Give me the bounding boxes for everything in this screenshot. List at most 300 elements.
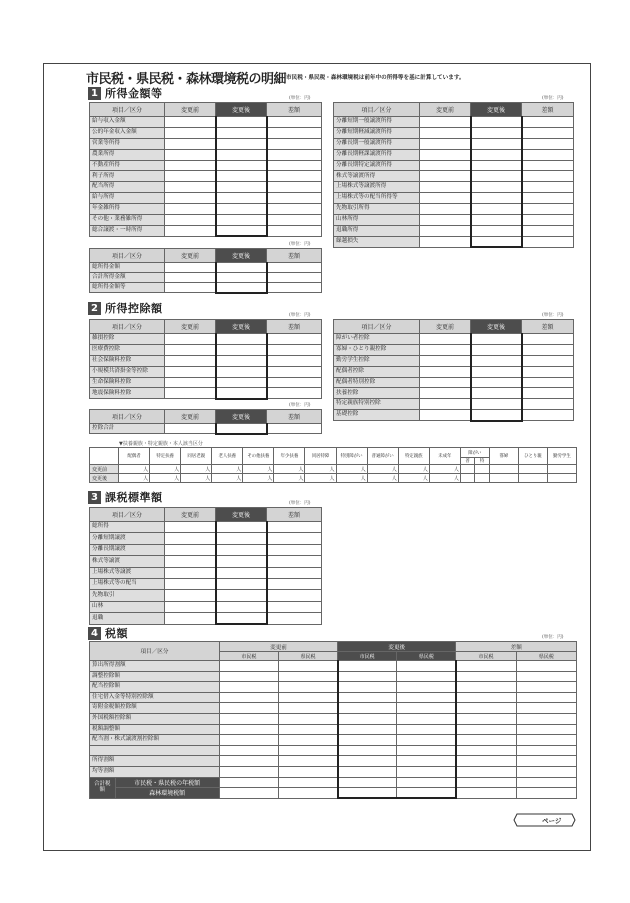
row-label: 配当割・株式譲渡割控除額 [90, 735, 220, 746]
cell-before [165, 193, 216, 204]
total-row [90, 788, 577, 799]
cell-after [471, 399, 522, 410]
cell-after [216, 160, 267, 171]
dependent-cell [475, 465, 490, 474]
dependent-count-cell: 人 [429, 465, 460, 474]
table-row [90, 344, 322, 355]
cell-after [216, 149, 267, 160]
table-row [334, 182, 574, 193]
col-diff: 差額 [267, 410, 322, 424]
cell-after [216, 533, 267, 544]
cell-diff [267, 160, 322, 171]
tax-cell [456, 713, 516, 724]
table-row [334, 334, 574, 345]
dependent-col-header: 年少扶養 [274, 448, 305, 465]
cell-after [216, 424, 267, 434]
row-label: 勤労学生控除 [334, 355, 420, 366]
cell-diff [522, 138, 574, 149]
cell-before [420, 182, 471, 193]
row-label: 退職 [90, 613, 165, 624]
cell-before [165, 567, 216, 578]
dependent-title: ▼扶養親族・特定親族・本人該当区分 [119, 441, 203, 447]
cell-diff [522, 344, 574, 355]
col-diff: 差額 [267, 320, 322, 334]
dependent-col-header: 特定親族 [398, 448, 429, 465]
cell-before [420, 171, 471, 182]
table-row [90, 713, 577, 724]
col-before: 変更前 [165, 103, 216, 117]
tax-cell [397, 735, 456, 746]
deduction-table-left [89, 319, 322, 400]
row-label: 農業所得 [90, 149, 165, 160]
tax-cell [338, 671, 397, 682]
cell-diff [267, 522, 322, 533]
tax-cell [397, 766, 456, 777]
tax-cell [219, 692, 278, 703]
dependent-count-cell: 人 [336, 474, 367, 483]
dependent-count-cell: 人 [150, 465, 181, 474]
cell-before [420, 410, 471, 421]
row-label: 先物取引 [90, 590, 165, 601]
cell-diff [522, 225, 574, 236]
col-after: 変更後 [216, 508, 267, 522]
dependent-cell [518, 474, 547, 483]
cell-after [216, 193, 267, 204]
cell-after [216, 601, 267, 612]
row-label: 分離長期軽課譲渡所得 [334, 149, 420, 160]
cell-before [420, 225, 471, 236]
cell-before [165, 388, 216, 399]
table-row [90, 366, 322, 377]
cell-diff [267, 138, 322, 149]
row-label: 株式等譲渡 [90, 556, 165, 567]
col-category: 項目／区分 [90, 320, 165, 334]
tax-cell [456, 766, 516, 777]
cell-before [420, 344, 471, 355]
dependent-count-cell: 人 [150, 474, 181, 483]
cell-diff [267, 388, 322, 399]
row-label: 配当所得 [90, 182, 165, 193]
cell-after [471, 366, 522, 377]
dependent-col-header: 勤労学生 [547, 448, 576, 465]
total-label: 市民税・県民税の年税額 [115, 777, 219, 788]
tax-cell [456, 724, 516, 735]
row-label: 分離短期譲渡 [90, 533, 165, 544]
table-row [334, 215, 574, 226]
tax-cell [516, 661, 576, 672]
cell-before [420, 399, 471, 410]
table-row [90, 193, 322, 204]
cell-after [216, 171, 267, 182]
table-row [90, 601, 322, 612]
tax-cell [397, 692, 456, 703]
cell-after [216, 613, 267, 624]
row-label: 均等割額 [90, 766, 220, 777]
row-label: 算出所得割額 [90, 661, 220, 672]
table-row [334, 171, 574, 182]
tax-cell [219, 777, 278, 788]
dependent-col-sub: 特 [475, 458, 490, 465]
deduction-total-table [89, 409, 322, 435]
col-pref-tax: 県民税 [516, 652, 576, 661]
row-label: 給与所得 [90, 193, 165, 204]
tax-cell [516, 692, 576, 703]
cell-diff [267, 225, 322, 236]
table-row [90, 388, 322, 399]
cell-diff [267, 578, 322, 589]
tax-cell [397, 661, 456, 672]
col-after: 変更後 [216, 249, 267, 263]
col-category: 項目／区分 [90, 508, 165, 522]
table-row [90, 171, 322, 182]
cell-diff [267, 171, 322, 182]
row-label: 小規模共済掛金等控除 [90, 366, 165, 377]
table-row [334, 204, 574, 215]
table-row [334, 355, 574, 366]
cell-before [420, 193, 471, 204]
cell-after [216, 377, 267, 388]
cell-diff [522, 149, 574, 160]
table-row [334, 138, 574, 149]
deduction-table-right [333, 319, 574, 422]
cell-after [471, 127, 522, 138]
row-label: 生命保険料控除 [90, 377, 165, 388]
cell-before [165, 160, 216, 171]
dependent-count-cell: 人 [274, 465, 305, 474]
unit-label: (単位：円) [289, 242, 311, 247]
cell-before [165, 355, 216, 366]
table-row [90, 215, 322, 226]
dependent-cell [489, 465, 518, 474]
cell-after [471, 138, 522, 149]
cell-after [216, 355, 267, 366]
dependent-count-cell: 人 [398, 474, 429, 483]
col-diff: 差額 [522, 320, 574, 334]
table-row [90, 682, 577, 693]
cell-diff [267, 590, 322, 601]
tax-cell [456, 777, 516, 788]
tax-cell [516, 713, 576, 724]
tax-cell [219, 735, 278, 746]
tax-cell [278, 777, 337, 788]
tax-cell [516, 735, 576, 746]
tax-cell [516, 671, 576, 682]
cell-diff [267, 215, 322, 226]
tax-cell [338, 682, 397, 693]
row-label: 配偶者控除 [334, 366, 420, 377]
tax-cell [219, 703, 278, 714]
table-row [90, 544, 322, 555]
cell-after [216, 225, 267, 236]
col-category: 項目／区分 [90, 410, 165, 424]
tax-cell [338, 766, 397, 777]
tax-cell [338, 756, 397, 767]
table-row [90, 138, 322, 149]
tax-cell [338, 777, 397, 788]
dependent-cell [460, 474, 475, 483]
cell-diff [267, 193, 322, 204]
table-row [334, 149, 574, 160]
cell-before [165, 590, 216, 601]
cell-before [165, 182, 216, 193]
tax-cell [397, 788, 456, 799]
income-table-left [89, 102, 322, 237]
dependent-count-cell: 人 [429, 474, 460, 483]
cell-before [165, 533, 216, 544]
tax-cell [219, 661, 278, 672]
cell-before [165, 556, 216, 567]
row-label: 雑損控除 [90, 334, 165, 345]
cell-diff [267, 182, 322, 193]
cell-after [216, 544, 267, 555]
tax-cell [278, 788, 337, 799]
table-row [90, 756, 577, 767]
cell-before [165, 424, 216, 434]
row-label: 不動産所得 [90, 160, 165, 171]
taxable-table [89, 507, 322, 625]
cell-diff [267, 424, 322, 434]
cell-diff [267, 117, 322, 128]
tax-cell [397, 703, 456, 714]
cell-diff [267, 567, 322, 578]
tax-cell [456, 703, 516, 714]
row-label: 合計所得金額 [90, 273, 165, 283]
table-row [90, 567, 322, 578]
dependent-table [89, 447, 577, 483]
tax-cell [338, 661, 397, 672]
cell-before [420, 377, 471, 388]
table-row [90, 225, 322, 236]
col-category: 項目／区分 [90, 642, 220, 661]
row-label: 分離長期譲渡 [90, 544, 165, 555]
cell-diff [522, 215, 574, 226]
tax-cell [219, 756, 278, 767]
cell-diff [267, 544, 322, 555]
col-before: 変更前 [420, 320, 471, 334]
table-row [334, 127, 574, 138]
row-label: 総所得金額等 [90, 283, 165, 293]
tax-cell [219, 745, 278, 756]
row-label: 上場株式等譲渡所得 [334, 182, 420, 193]
cell-after [216, 567, 267, 578]
row-label: 控除合計 [90, 424, 165, 434]
row-label: 株式等譲渡所得 [334, 171, 420, 182]
cell-before [165, 283, 216, 293]
col-after: 変更後 [216, 320, 267, 334]
tax-cell [278, 735, 337, 746]
col-diff: 差額 [267, 508, 322, 522]
table-row [90, 117, 322, 128]
unit-label: (単位：円) [289, 96, 311, 101]
table-row [90, 273, 322, 283]
cell-diff [267, 263, 322, 273]
table-row [90, 355, 322, 366]
row-label: 上場株式等譲渡 [90, 567, 165, 578]
section-title: 税額 [105, 627, 128, 640]
cell-after [471, 225, 522, 236]
dependent-col-header: 特定扶養 [150, 448, 181, 465]
table-row [90, 590, 322, 601]
income-total-table [89, 248, 322, 294]
dependent-col-header: 特別障がい [336, 448, 367, 465]
cell-before [420, 215, 471, 226]
cell-before [165, 171, 216, 182]
row-label: 分離短期一般譲渡所得 [334, 117, 420, 128]
tax-cell [278, 766, 337, 777]
table-row [334, 193, 574, 204]
table-row [90, 724, 577, 735]
tax-cell [397, 713, 456, 724]
dependent-header-row [90, 448, 577, 458]
cell-before [165, 613, 216, 624]
row-label: 分離長期一般譲渡所得 [334, 138, 420, 149]
page-label: ページ [542, 817, 562, 825]
cell-before [420, 160, 471, 171]
tax-cell [278, 692, 337, 703]
section-title: 課税標準額 [105, 491, 163, 504]
dependent-count-cell: 人 [212, 474, 243, 483]
tax-cell [456, 745, 516, 756]
cell-diff [522, 160, 574, 171]
cell-diff [522, 410, 574, 421]
cell-after [216, 273, 267, 283]
cell-before [165, 204, 216, 215]
tax-cell [516, 682, 576, 693]
cell-diff [267, 127, 322, 138]
dependent-row-label: 変更後 [90, 474, 119, 483]
cell-diff [267, 334, 322, 345]
cell-after [471, 117, 522, 128]
col-pref-tax: 県民税 [278, 652, 337, 661]
dependent-count-cell: 人 [398, 465, 429, 474]
col-after: 変更後 [338, 642, 456, 652]
table-row [90, 127, 322, 138]
table-row [90, 556, 322, 567]
dependent-corner [90, 448, 119, 465]
cell-diff [522, 334, 574, 345]
table-row [90, 578, 322, 589]
tax-cell [278, 724, 337, 735]
cell-before [165, 544, 216, 555]
cell-before [165, 273, 216, 283]
cell-after [471, 149, 522, 160]
tax-cell [338, 703, 397, 714]
cell-diff [267, 601, 322, 612]
row-label: その他・業務雑所得 [90, 215, 165, 226]
row-label: 医療費控除 [90, 344, 165, 355]
dependent-cell [547, 465, 576, 474]
row-label: 山林所得 [334, 215, 420, 226]
tax-cell [278, 682, 337, 693]
dependent-col-sub: 普 [460, 458, 475, 465]
tax-cell [516, 788, 576, 799]
row-label: 年金雑所得 [90, 204, 165, 215]
cell-after [216, 556, 267, 567]
col-after: 変更後 [216, 410, 267, 424]
dependent-col-header: 普通障がい [367, 448, 398, 465]
cell-after [216, 215, 267, 226]
col-diff: 差額 [267, 103, 322, 117]
section-4-heading [88, 626, 128, 640]
row-label: 分離短期軽減譲渡所得 [334, 127, 420, 138]
tax-cell [516, 756, 576, 767]
dependent-col-header: ひとり親 [518, 448, 547, 465]
cell-diff [267, 377, 322, 388]
col-before: 変更前 [420, 103, 471, 117]
cell-after [216, 138, 267, 149]
cell-diff [522, 388, 574, 399]
cell-after [216, 388, 267, 399]
tax-cell [338, 788, 397, 799]
unit-label: (単位：円) [542, 313, 564, 318]
dependent-count-cell: 人 [305, 465, 336, 474]
row-label: 山林 [90, 601, 165, 612]
cell-diff [267, 273, 322, 283]
tax-cell [397, 777, 456, 788]
tax-cell [456, 671, 516, 682]
dependent-count-cell: 人 [274, 474, 305, 483]
cell-before [165, 578, 216, 589]
table-row [90, 613, 322, 624]
table-row [90, 182, 322, 193]
tax-cell [338, 692, 397, 703]
tax-cell [278, 661, 337, 672]
cell-after [471, 344, 522, 355]
col-before: 変更前 [219, 642, 337, 652]
cell-after [471, 388, 522, 399]
tax-cell [516, 745, 576, 756]
dependent-count-cell: 人 [181, 474, 212, 483]
tax-cell [397, 745, 456, 756]
header-note: 市民税・県民税・森林環境税は前年中の所得等を基に計算しています。 [286, 75, 465, 81]
cell-before [165, 117, 216, 128]
tax-cell [516, 766, 576, 777]
tax-cell [397, 724, 456, 735]
tax-cell [278, 756, 337, 767]
section-number: 3 [88, 491, 101, 504]
row-label: 配当控除額 [90, 682, 220, 693]
cell-diff [267, 355, 322, 366]
row-label: 地震保険料控除 [90, 388, 165, 399]
income-table-right [333, 102, 574, 248]
dependent-row [90, 474, 577, 483]
table-row [90, 149, 322, 160]
table-row [90, 533, 322, 544]
cell-before [165, 344, 216, 355]
cell-diff [267, 366, 322, 377]
table-row [90, 334, 322, 345]
col-city-tax: 市民税 [456, 652, 516, 661]
dependent-cell [518, 465, 547, 474]
row-label: 調整控除額 [90, 671, 220, 682]
row-label: 障がい者控除 [334, 334, 420, 345]
cell-diff [522, 399, 574, 410]
tax-cell [278, 703, 337, 714]
dependent-col-header: 未成年 [429, 448, 460, 465]
tax-cell [219, 724, 278, 735]
cell-diff [522, 171, 574, 182]
cell-before [165, 263, 216, 273]
total-label: 森林環境税額 [115, 788, 219, 799]
cell-after [471, 334, 522, 345]
row-label: 税額調整額 [90, 724, 220, 735]
row-label: 分離長期特定譲渡所得 [334, 160, 420, 171]
tax-cell [397, 756, 456, 767]
table-row [90, 522, 322, 533]
col-diff: 差額 [267, 249, 322, 263]
dependent-row-label: 変更前 [90, 465, 119, 474]
cell-diff [522, 127, 574, 138]
